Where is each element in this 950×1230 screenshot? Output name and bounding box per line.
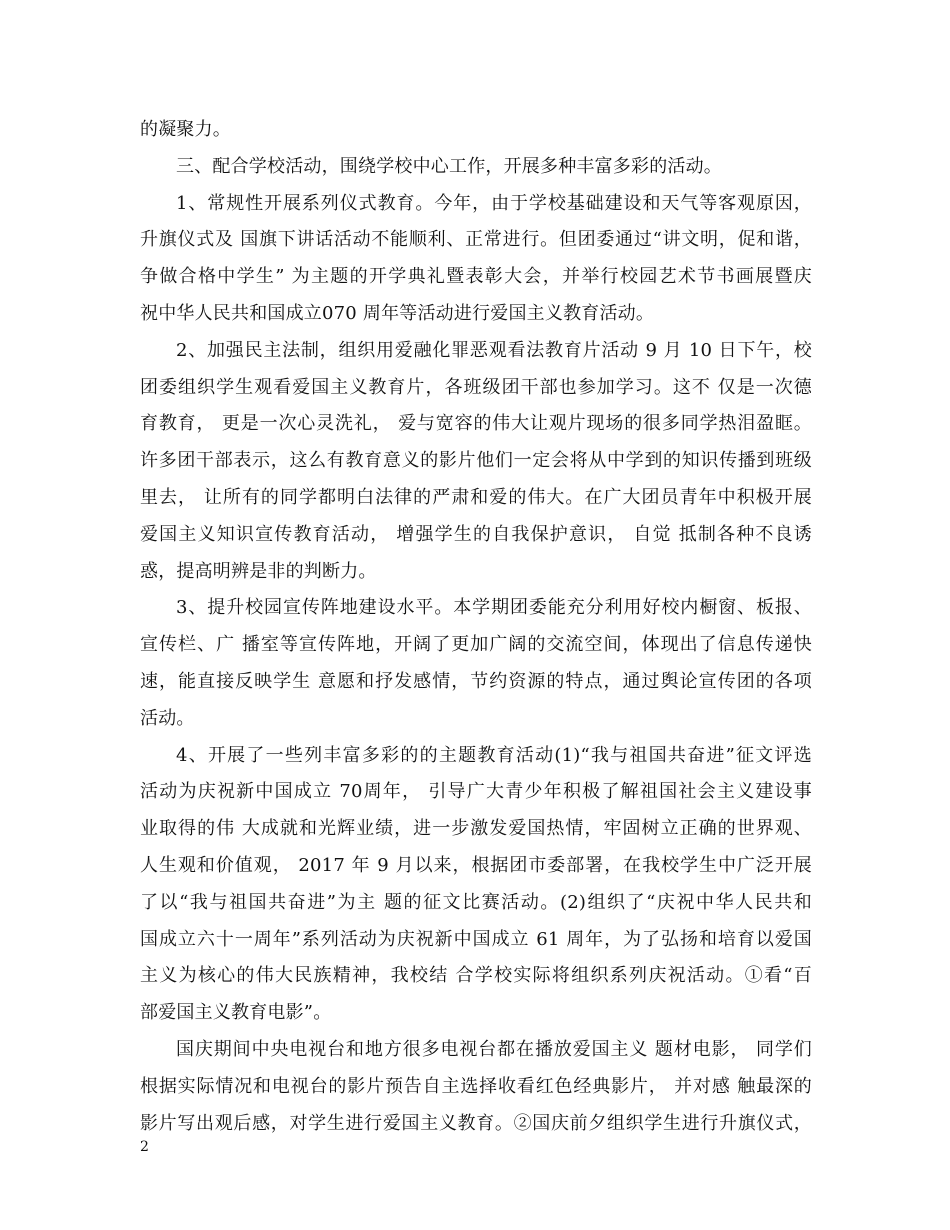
text-line: 团委组织学生观看爱国主义教育片，各班级团干部也参加学习。这不 仅是一次德: [140, 376, 812, 398]
text-line: 宣传栏、广 播室等宣传阵地，开阔了更加广阔的交流空间，体现出了信息传递快: [140, 634, 812, 656]
text-line: 国庆期间中央电视台和地方很多电视台都在播放爱国主义 题材电影， 同学们: [176, 1038, 812, 1060]
text-line: 1、常规性开展系列仪式教育。今年，由于学校基础建设和天气等客观原因，: [176, 192, 812, 214]
text-line: 争做合格中学生” 为主题的开学典礼暨表彰大会，并举行校园艺术节书画展暨庆: [140, 266, 812, 288]
text-line: 活动。: [140, 707, 195, 729]
text-line: 2、加强民主法制，组织用爱融化罪恶观看法教育片活动 9 月 10 日下午，校: [176, 339, 812, 361]
text-line: 的凝聚力。: [140, 119, 231, 140]
text-line: 许多团干部表示，这么有教育意义的影片他们一定会将从中学到的知识传播到班级: [140, 450, 812, 472]
text-line: 人生观和价值观， 2017 年 9 月以来，根据团市委部署，在我校学生中广泛开展: [140, 854, 812, 876]
text-line: 3、提升校园宣传阵地建设水平。本学期团委能充分利用好校内橱窗、板报、: [176, 597, 812, 619]
text-line: 活动为庆祝新中国成立 70周年， 引导广大青少年积极了解祖国社会主义建设事: [140, 781, 812, 803]
text-line: 育教育， 更是一次心灵洗礼， 爱与宽容的伟大让观片现场的很多同学热泪盈眶。: [140, 413, 812, 435]
text-line: 了以“我与祖国共奋进”为主 题的征文比赛活动。(2)组织了“庆祝中华人民共和: [140, 891, 812, 913]
text-line: 升旗仪式及 国旗下讲话活动不能顺利、正常进行。但团委通过“讲文明，促和谐，: [140, 229, 812, 251]
text-line: 三、配合学校活动，围绕学校中心工作，开展多种丰富多彩的活动。: [176, 155, 722, 177]
text-line: 惑，提高明辨是非的判断力。: [140, 560, 377, 582]
text-line: 里去， 让所有的同学都明白法律的严肃和爱的伟大。在广大团员青年中积极开展: [140, 486, 812, 508]
text-line: 祝中华人民共和国成立070 周年等活动进行爱国主义教育活动。: [140, 302, 655, 324]
text-line: 根据实际情况和电视台的影片预告自主选择收看红色经典影片， 并对感 触最深的: [140, 1075, 812, 1097]
text-line: 主义为核心的伟大民族精神，我校结 合学校实际将组织系列庆祝活动。①看“百: [140, 965, 812, 987]
text-line: 速，能直接反映学生 意愿和抒发感情，节约资源的特点，通过舆论宣传团的各项: [140, 670, 812, 692]
text-line: 国成立六十一周年”系列活动为庆祝新中国成立 61 周年，为了弘扬和培育以爱国: [140, 928, 812, 950]
text-line: 爱国主义知识宣传教育活动， 增强学生的自我保护意识， 自觉 抵制各种不良诱: [140, 523, 812, 545]
text-line: 影片写出观后感，对学生进行爱国主义教育。②国庆前夕组织学生进行升旗仪式，: [140, 1112, 812, 1134]
document-body: [140, 112, 812, 1142]
text-line: 业取得的伟 大成就和光辉业绩，进一步激发爱国热情，牢固树立正确的世界观、: [140, 818, 812, 840]
text-line: 部爱国主义教育电影”。: [140, 1002, 332, 1024]
page-number: 2: [140, 1139, 149, 1155]
text-line: 4、开展了一些列丰富多彩的的主题教育活动(1)“我与祖国共奋进”征文评选: [176, 744, 812, 766]
